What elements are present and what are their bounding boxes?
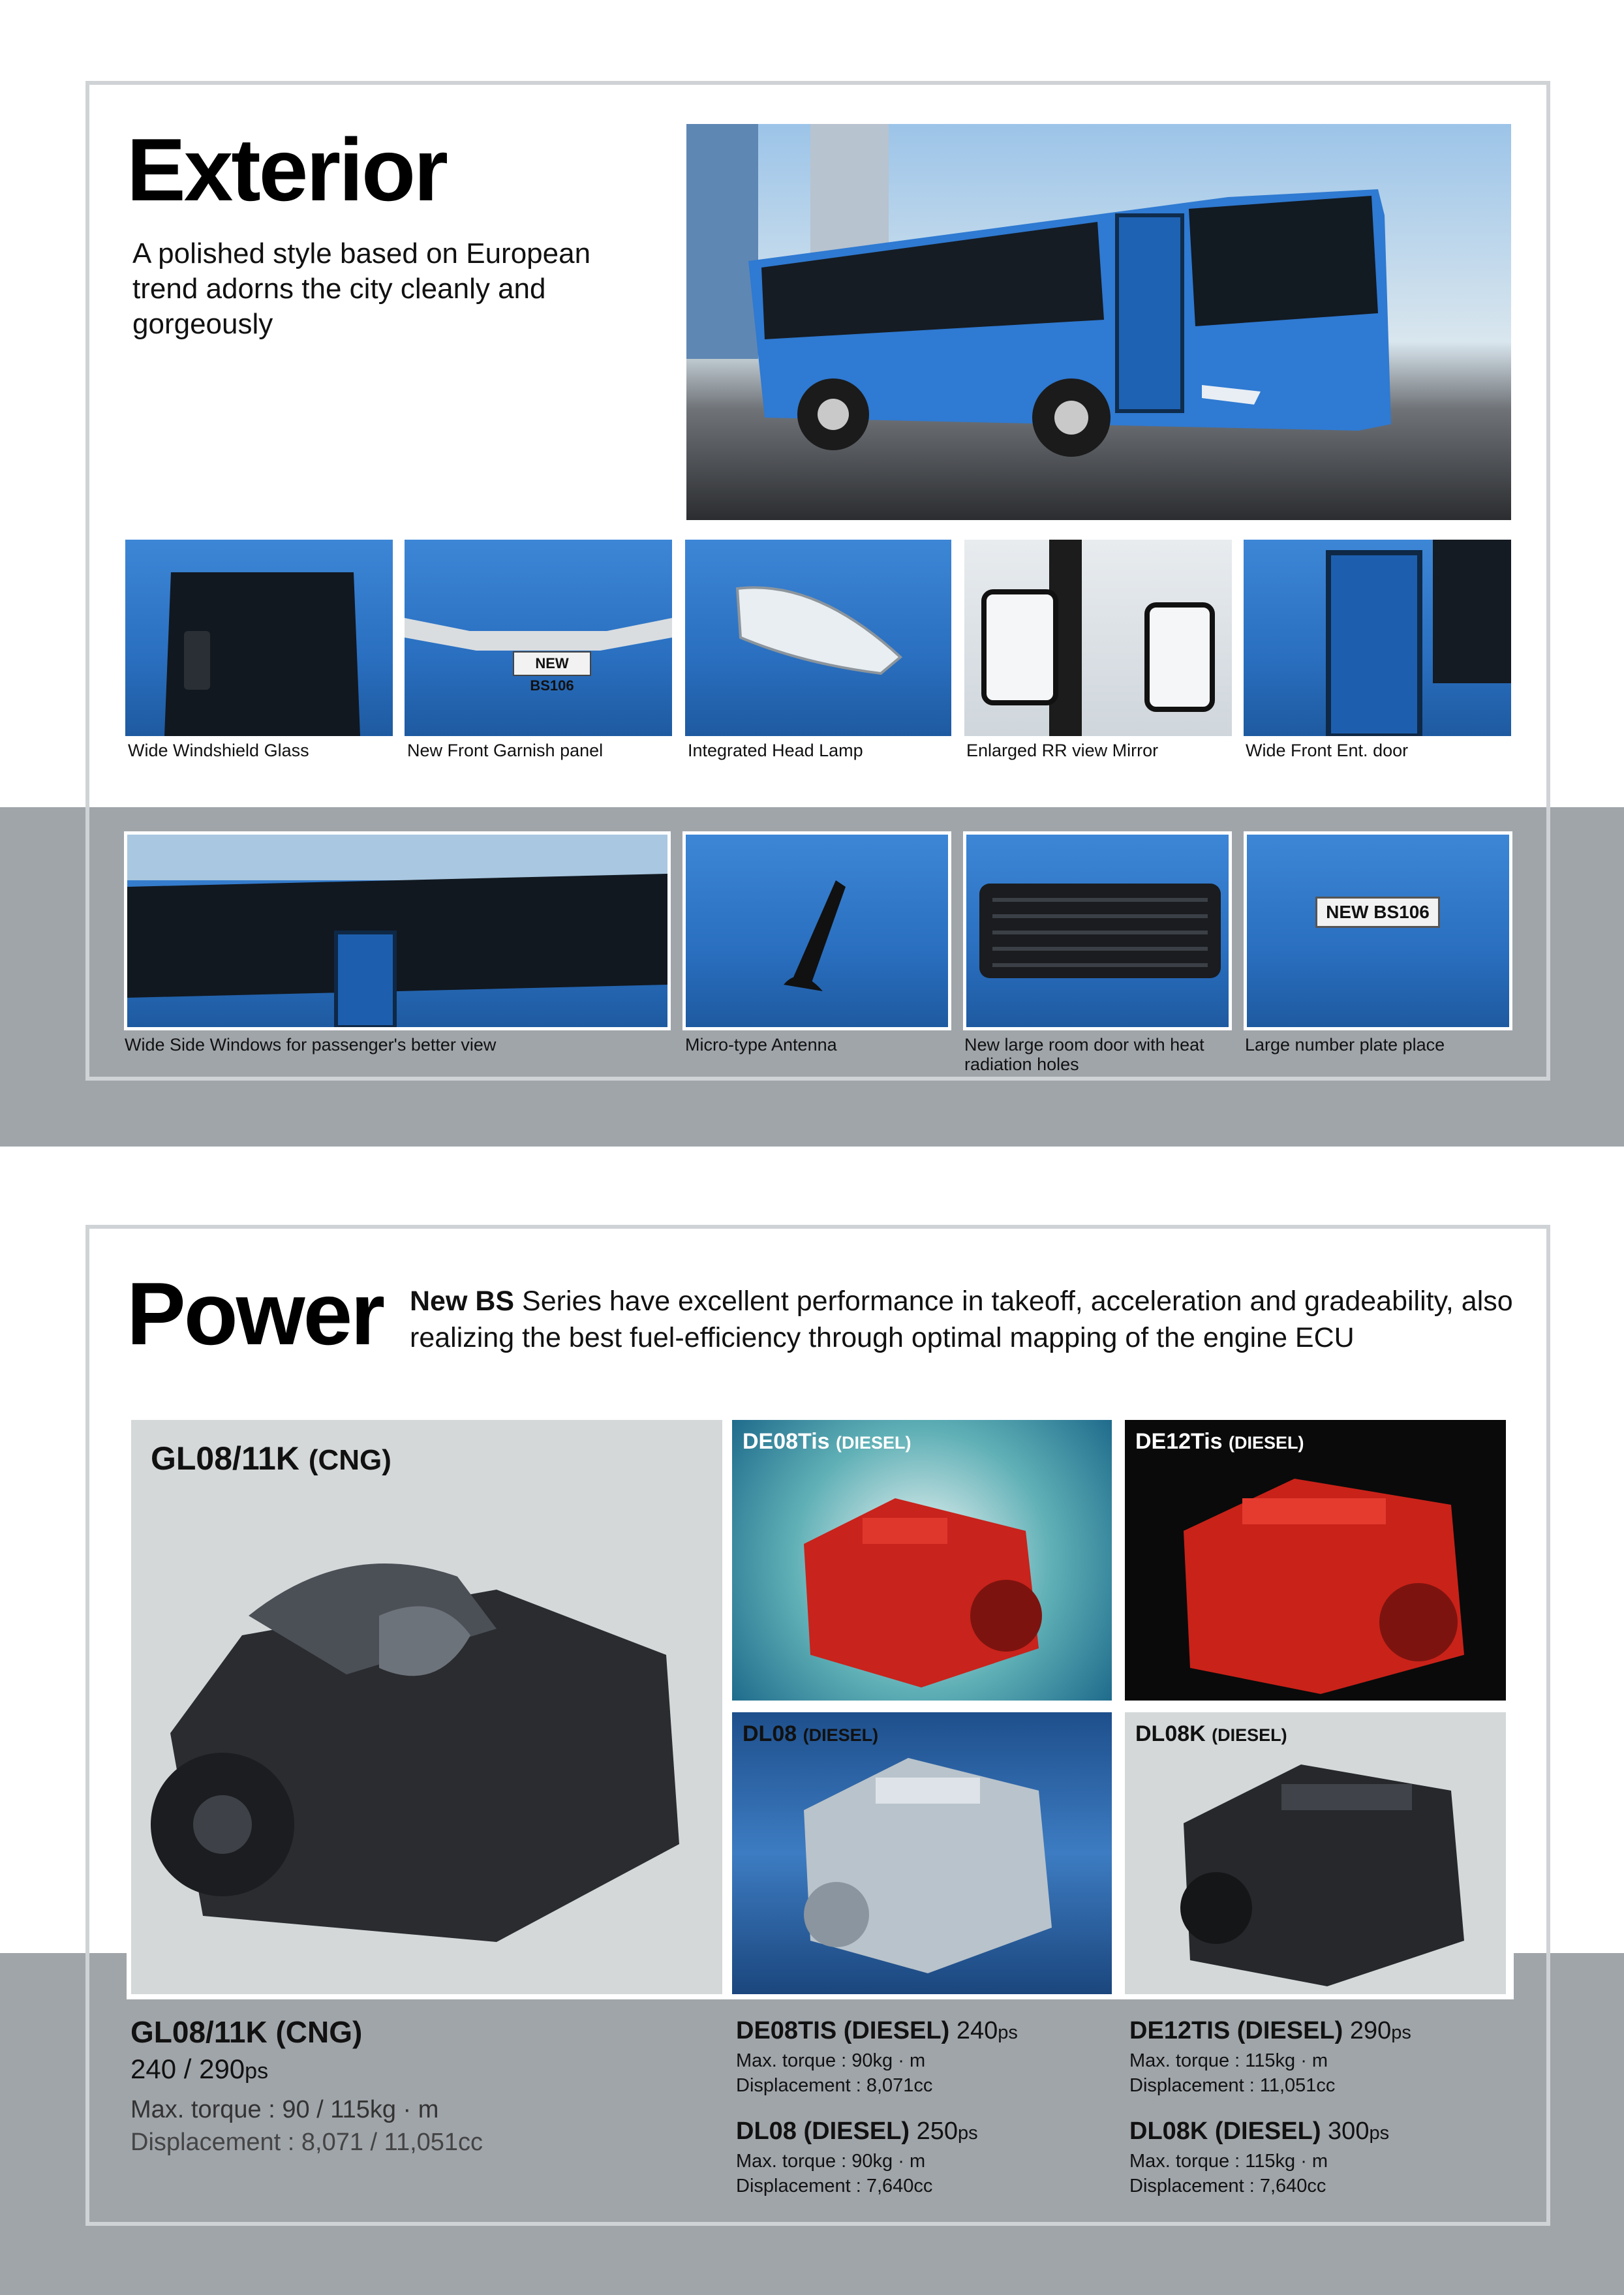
spec-dl08-torque: Max. torque : 90kg · m bbox=[736, 2151, 926, 2172]
spec-dl08-displacement: Displacement : 7,640cc bbox=[736, 2176, 933, 2196]
spec-dl08k-torque: Max. torque : 115kg · m bbox=[1129, 2151, 1328, 2172]
antenna-photo bbox=[682, 831, 951, 1030]
spec-de12-torque: Max. torque : 115kg · m bbox=[1129, 2050, 1328, 2071]
engine-dl08-photo bbox=[732, 1712, 1112, 1994]
caption-front-garnish: New Front Garnish panel bbox=[407, 741, 604, 760]
caption-head-lamp: Integrated Head Lamp bbox=[688, 741, 863, 760]
caption-side-windows: Wide Side Windows for passenger's better view bbox=[125, 1035, 497, 1055]
engine-dl08-label: DL08 (DIESEL) bbox=[743, 1721, 879, 1746]
spec-de08-torque: Max. torque : 90kg · m bbox=[736, 2050, 926, 2071]
spec-de08-displacement: Displacement : 8,071cc bbox=[736, 2075, 933, 2096]
spec-de12 bbox=[1129, 2015, 1508, 2098]
spec-dl08k bbox=[1129, 2116, 1508, 2198]
spec-gl-torque: Max. torque : 90 / 115kg · m bbox=[130, 2096, 439, 2123]
front-garnish-photo bbox=[405, 540, 672, 736]
engine-dl08k-label: DL08K (DIESEL) bbox=[1135, 1721, 1287, 1746]
spec-gl bbox=[130, 2013, 705, 2159]
rear-view-mirror-photo bbox=[964, 540, 1232, 736]
number-plate-large: NEW BS106 bbox=[1315, 897, 1440, 928]
spec-gl-displacement: Displacement : 8,071 / 11,051cc bbox=[130, 2129, 483, 2156]
power-description-bold: New BS bbox=[410, 1286, 515, 1317]
engine-de08-photo bbox=[732, 1420, 1112, 1701]
power-description-text: Series have excellent performance in takeoff, acceleration and gradeability, also realizing the best fuel-efficiency through optimal mapping of the engine ECU bbox=[410, 1286, 1513, 1353]
caption-antenna: Micro-type Antenna bbox=[685, 1035, 837, 1055]
power-description bbox=[410, 1283, 1532, 1356]
engine-de08-label: DE08Tis (DIESEL) bbox=[743, 1429, 912, 1454]
caption-number-plate-place: Large number plate place bbox=[1245, 1035, 1445, 1055]
engine-gl-label: GL08/11K (CNG) bbox=[151, 1440, 391, 1477]
exterior-description: A polished style based on European trend adorns the city cleanly and gorgeously bbox=[132, 238, 591, 340]
spec-gl-name: GL08/11K (CNG) bbox=[130, 2015, 363, 2049]
windshield-photo bbox=[125, 540, 393, 736]
spec-gl-power: 240 / 290ps bbox=[130, 2054, 269, 2084]
number-plate-place-photo bbox=[1244, 831, 1512, 1030]
spec-de12-displacement: Displacement : 11,051cc bbox=[1129, 2075, 1336, 2096]
spec-dl08-heading: DL08 (DIESEL) 250ps bbox=[736, 2118, 978, 2145]
spec-de08-heading: DE08TIS (DIESEL) 240ps bbox=[736, 2017, 1018, 2044]
room-door-photo bbox=[963, 831, 1232, 1030]
head-lamp-photo bbox=[685, 540, 951, 736]
spec-dl08k-displacement: Displacement : 7,640cc bbox=[1129, 2176, 1326, 2196]
caption-windshield: Wide Windshield Glass bbox=[128, 741, 309, 760]
side-windows-photo bbox=[124, 831, 671, 1030]
engine-gl-photo bbox=[131, 1420, 722, 1994]
spec-de12-heading: DE12TIS (DIESEL) 290ps bbox=[1129, 2017, 1411, 2044]
caption-entrance-door: Wide Front Ent. door bbox=[1246, 741, 1409, 760]
power-title: Power bbox=[127, 1264, 384, 1363]
engine-de12-label: DE12Tis (DIESEL) bbox=[1135, 1429, 1304, 1454]
exterior-title: Exterior bbox=[127, 120, 446, 219]
engine-dl08k-photo bbox=[1125, 1712, 1506, 1994]
front-entrance-door-photo bbox=[1244, 540, 1511, 736]
caption-mirror: Enlarged RR view Mirror bbox=[966, 741, 1159, 760]
caption-room-door: New large room door with heat radiation holes bbox=[964, 1035, 1204, 1074]
spec-dl08 bbox=[736, 2116, 1114, 2198]
spec-dl08k-heading: DL08K (DIESEL) 300ps bbox=[1129, 2118, 1390, 2145]
spec-de08 bbox=[736, 2015, 1114, 2098]
bus-hero-image bbox=[686, 124, 1511, 520]
engine-de12-photo bbox=[1125, 1420, 1506, 1701]
number-plate: NEW BS106 bbox=[513, 651, 591, 676]
